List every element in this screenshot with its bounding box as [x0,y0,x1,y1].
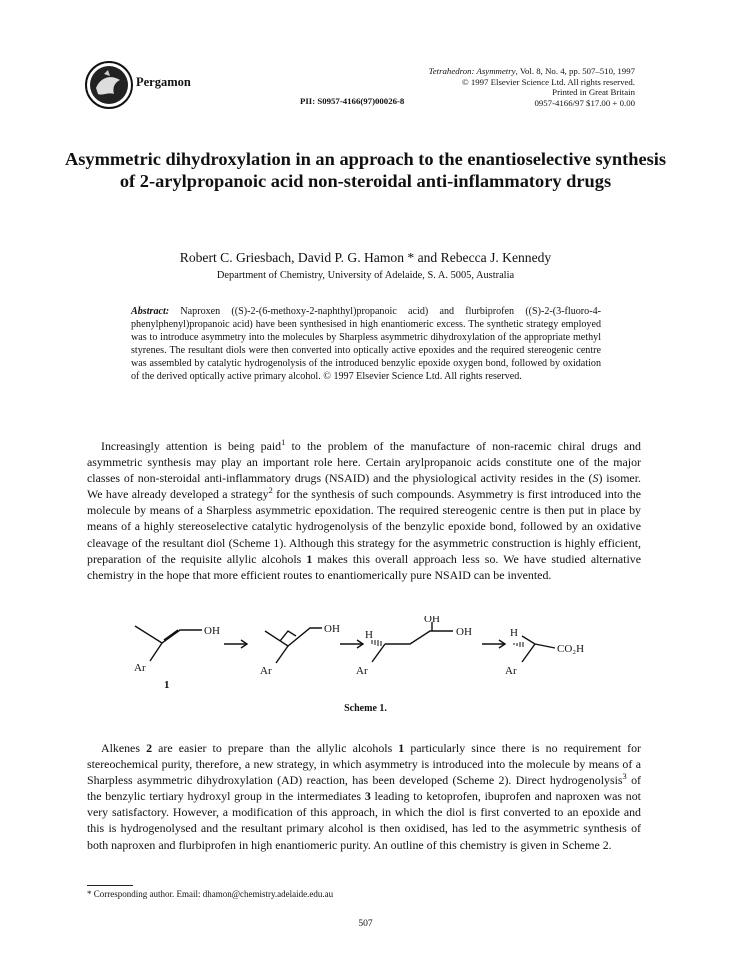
volume-info: , Vol. 8, No. 4, pp. 507–510, 1997 [515,66,635,76]
aryl-label: Ar [356,665,368,677]
aryl-label: Ar [505,665,517,677]
reference-superscript: 1 [281,438,286,448]
pii-code: PII: S0957-4166(97)00026-8 [300,96,405,106]
acid-chain-bond [522,636,555,648]
epoxide-chain-bond [265,628,322,646]
hydroxyl-label: OH [424,616,440,625]
text-run: are easier to prepare than the allylic alcohols [152,741,399,755]
publisher-name: Pergamon [136,75,191,89]
text-run: makes this overall approach less so. We have studied alternative chemistry in the hope that more efficient routes to enantiomerically pure NSAID can be invented. [87,551,641,582]
compound-label: 1 [164,679,170,691]
italic-text: S [592,471,599,486]
text-run: to the problem of the manufacture of non-racemic chiral drugs and asymmetric synthesis may play an important role here. Certain arylpropanoic acids constitute one of the major classes of non-steroidal anti-inflammatory drugs (NSAID) and the physiological activity resides in the ( [87,439,641,486]
carboxylic-acid-label: CO₂H [557,643,585,655]
abstract [131,305,601,384]
issn-price: 0957-4166/97 $17.00 + 0.00 [534,97,635,108]
hydroxyl-label: OH [204,625,220,637]
text-run: for the synthesis of such compounds. Asymmetry is first introduced into the molecule by means of a Sharpless asymmetric epoxidation. The required stereogenic centre is then put in place by means of a highly stereoselective catalytic hydrogenolysis of the benzylic epoxide bond, followed by an oxidative cleavage of the resultant diol (Scheme 1). Although this strategy for the asymmetric construction is highly efficient, preparation of the requisite allylic alcohols [87,487,641,566]
publication-info [429,66,635,108]
footnote: * Corresponding author. Email: dhamon@chemistry.adelaide.edu.au [87,889,334,899]
epoxide-ring-bond [280,631,296,641]
hydroxyl-label: OH [456,626,472,638]
reference-superscript: 3 [622,772,627,782]
compound-number: 3 [364,789,371,804]
scheme-caption: Scheme 1. [344,703,387,714]
text-run: Alkenes [101,741,147,755]
aryl-bond [150,643,162,661]
author-list: Robert C. Griesbach, David P. G. Hamon * and Rebecca J. Kennedy [179,250,552,265]
scheme-1-diagram [110,616,630,696]
aryl-label: Ar [134,662,146,674]
aryl-bond [372,644,385,662]
abstract-text: Naproxen ((S)-2-(6-methoxy-2-naphthyl)propanoic acid) and flurbiprofen ((S)-2-(3-fluoro-4-phenylphenyl)propanoic acid) have been synthesised in high enantiomeric excess. The synthetic strategy employed was to introduce asymmetry into the molecules by Sharpless asymmetric dihydroxylation of the appropriate methyl styrenes. The resultant diols were then converted into optically active epoxides and the required stereogenic centre was assembled by catalytic hydrogenolysis of the introduced benzylic epoxide oxygen bond, followed by oxidation of the derived optically active primary alcohol. © 1997 Elsevier Science Ltd. All rights reserved. [131,306,601,383]
compound-number: 1 [306,551,313,566]
text-run: leading to ketoprofen, ibuprofen and naproxen was not very satisfactory. However, a modification of this approach, in which the diol is first converted to an epoxide and this is hydrogenolysed and the resultant primary alcohol is then oxidised, has led to the asymmetric synthesis of both naproxen and flurbiprofen in high enantiomeric purity. An outline of this chemistry is given in Scheme 2. [87,789,641,852]
compound-number: 1 [398,741,405,755]
aryl-bond [522,644,535,662]
copyright-line: © 1997 Elsevier Science Ltd. All rights reserved. [461,76,635,87]
text-run: ) isomer. We have already developed a strategy [87,471,641,502]
publisher-logo [84,60,134,110]
diol-chain-bond [385,631,453,644]
body-paragraph-2 [87,740,641,853]
hydrogen-label: H [510,627,518,639]
hydrogen-label: H [365,629,373,641]
article-title: Asymmetric dihydroxylation in an approach to the enantioselective synthesis of 2-arylpropanoic acid non-steroidal anti-inflammatory drugs [64,149,667,191]
abstract-label: Abstract: [131,306,170,317]
text-run: Increasingly attention is being paid [101,439,282,453]
footnote-rule [87,885,133,886]
page-number: 507 [358,919,373,929]
journal-name: Tetrahedron: Asymmetry [428,66,516,76]
affiliation: Department of Chemistry, University of Adelaide, S. A. 5005, Australia [216,270,515,281]
text-run: particularly since there is no requirement for stereochemical purity, therefore, a new strategy, in which asymmetry is introduced into the molecule by means of a Sharpless asymmetric dihydroxylation (AD) reaction, has been developed (Scheme 2). Direct hydrogenolysis [87,741,642,788]
alkene-chain-bond [135,626,202,643]
double-bond-line [164,630,178,640]
text-run: of the benzylic tertiary hydroxyl group in the intermediates [87,773,641,804]
reference-superscript: 2 [268,486,273,496]
printed-line: Printed in Great Britain [552,87,635,98]
hydroxyl-label: OH [324,623,340,635]
body-paragraph-1 [87,438,641,583]
aryl-bond [276,646,288,663]
compound-number: 2 [146,741,153,755]
aryl-label: Ar [260,665,272,677]
journal-citation [429,66,635,77]
